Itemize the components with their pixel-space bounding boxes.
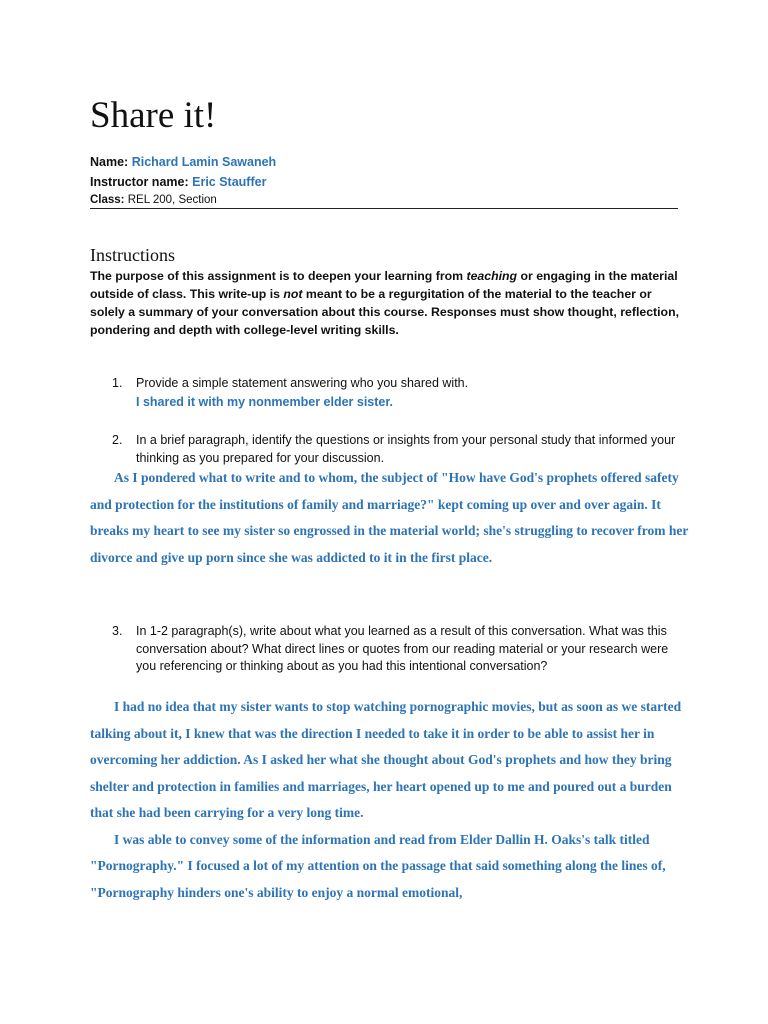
- question-text: In a brief paragraph, identify the questions or insights from your personal study that informed your thinking as you prepared for your discussion.: [136, 433, 676, 465]
- instructions-part-1: The purpose of this assignment is to deepen your learning from: [90, 269, 467, 283]
- instructions-text: [90, 267, 680, 339]
- class-label: Class:: [90, 194, 125, 206]
- question-number: 2.: [112, 433, 123, 447]
- instructions-emphasis-teaching: teaching: [466, 269, 518, 283]
- document-title: Share it!: [90, 95, 217, 136]
- question-number: 3.: [112, 624, 123, 638]
- instructions-part-3: meant to be a regurgitation of the material to the teacher or solely a summary of your conversation about this course. Responses must show thought, reflection, pondering and depth with college-level writing skills.: [90, 287, 680, 337]
- name-label: Name:: [90, 155, 129, 169]
- answer-3-paragraph-1: I had no idea that my sister wants to stop watching pornographic movies, but as soon as we started talking about it, I knew that was the direction I needed to take it in order to be able to assist her in overcoming her addiction. As I asked her what she thought about God's prophets and how they bring shelter and protection in families and marriages, her heart opened up to me and poured out a burden that she had been carrying for a very long time.: [90, 699, 682, 820]
- instructor-line: [90, 174, 266, 190]
- answer-2-paragraph: As I pondered what to write and to whom, the subject of "How have God's prophets offered safety and protection for the institutions of family and marriage?" kept coming up over and over again. It breaks my heart to see my sister so engrossed in the material world; she's struggling to recover from her divorce and give up porn since she was addicted to it in the first place.: [90, 470, 689, 565]
- instructor-value: Eric Stauffer: [192, 175, 267, 189]
- answer-2: [90, 465, 690, 571]
- instructions-heading: Instructions: [90, 245, 175, 265]
- question-text: Provide a simple statement answering who you shared with.: [136, 376, 469, 390]
- header-divider: [90, 208, 678, 209]
- class-line: [90, 192, 217, 208]
- answer-3: [90, 694, 690, 906]
- class-value: REL 200, Section: [127, 194, 217, 206]
- question-3: [112, 623, 682, 676]
- name-value: Richard Lamin Sawaneh: [131, 155, 277, 169]
- name-line: [90, 154, 276, 170]
- answer-3-paragraph-2: I was able to convey some of the information and read from Elder Dallin H. Oaks's talk titled "Pornography." I focused a lot of my attention on the passage that said something along the lines of, "Pornography hinders one's ability to enjoy a normal emotional,: [90, 831, 666, 900]
- instructions-emphasis-not: not: [283, 287, 303, 301]
- question-1: [112, 375, 682, 393]
- instructor-label: Instructor name:: [90, 175, 189, 189]
- question-number: 1.: [112, 376, 123, 390]
- question-2: [112, 432, 682, 467]
- instructions-part-2: or engaging in the material outside of class. This write-up is: [90, 269, 678, 301]
- question-text: In 1-2 paragraph(s), write about what you learned as a result of this conversation. What was this conversation about? What direct lines or quotes from our reading material or your research were you referencing or thinking about as you had this intentional conversation?: [136, 624, 669, 673]
- answer-1: I shared it with my nonmember elder sister.: [136, 395, 394, 409]
